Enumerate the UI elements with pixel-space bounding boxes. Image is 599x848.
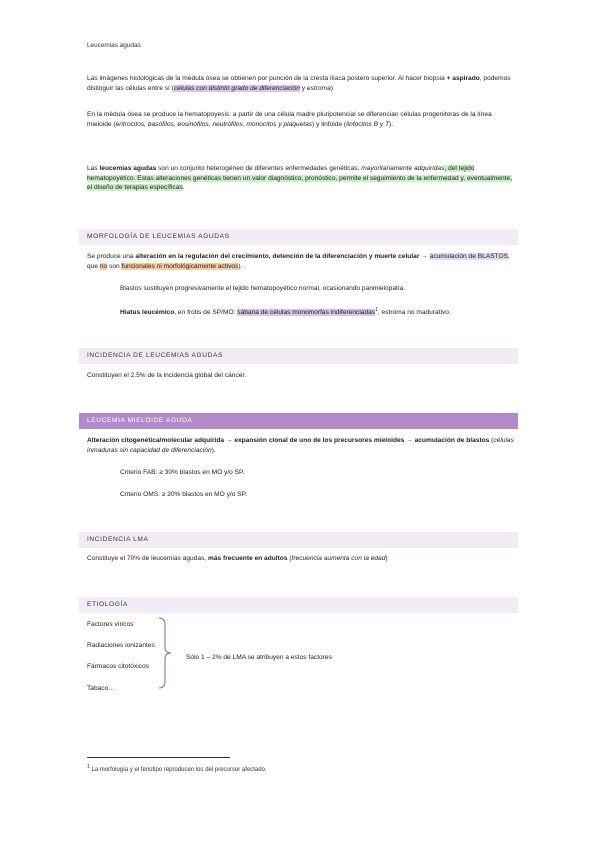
highlight-green: , del tejido hematopoyético. Estas alteraciones genéticas tienen un valor diagnóstico, pronóstico, permite el seguimiento de la enfermedad y, eventualmente, el diseño de terapias específicas (87, 165, 513, 191)
text-run: → (419, 253, 430, 260)
lma-criterio-oms: Criterio OMS: ≥ 20% blastos en MO y/o SP. (120, 491, 247, 498)
section-header-morfologia (79, 229, 518, 245)
etiologia-item: Fármacos citotóxicos (87, 663, 149, 670)
footnote-divider (87, 757, 230, 758)
highlight-lilac: acumulación de BLASTOS (429, 253, 508, 260)
intro-paragraph-3 (87, 164, 517, 193)
section-header-incidencia-lma (79, 532, 518, 548)
text-run: y (299, 84, 307, 92)
highlight-purple: células con distinto grado de diferenciación (173, 84, 300, 92)
morfologia-paragraph-1 (87, 252, 517, 271)
footnote-number: 1 (87, 764, 90, 770)
text-run: ) (330, 84, 333, 92)
text-run-italic: linfocitos B y T (346, 120, 390, 128)
text-run: ) (385, 555, 388, 562)
text-run-italic: mayoritariamente adquiridas (361, 165, 445, 172)
etiologia-item: Tabaco… (87, 685, 115, 692)
text-run: , que (87, 253, 510, 270)
footnote-text: La morfología y el fenotipo reproducen los del precursor afectado. (91, 767, 267, 773)
morfologia-paragraph-3 (120, 306, 510, 318)
curly-brace-icon (158, 617, 172, 689)
text-run: ) y linfoide ( (312, 120, 347, 128)
section-title: LEUCEMIA MIELOIDE AGUDA (87, 417, 193, 424)
incidencia-la-paragraph: Constituyen el 2.5% de la incidencia global del cáncer. (87, 372, 247, 379)
section-title: ETIOLOGÍA (87, 601, 128, 608)
section-title: INCIDENCIA LMA (87, 536, 149, 543)
text-run: , en frotis de SP/MO: (174, 309, 238, 317)
etiologia-brace-note: Sólo 1 – 2% de LMA se atribuyen a estos factores (186, 654, 332, 661)
text-run: son un conjunto heterogéneo de diferentes enfermedades genéticas, (156, 165, 362, 172)
text-run-italic: frecuencia aumenta con la edad (291, 555, 386, 562)
intro-paragraph-2 (87, 110, 517, 129)
text-run-italic: células inmaduras sin capacidad de diferenciación (87, 437, 514, 454)
text-run: Se produce una (87, 253, 136, 260)
etiologia-item: Factores víricos (87, 621, 134, 628)
text-run: ). (389, 120, 394, 128)
highlight-orange: no (99, 262, 108, 270)
incidencia-lma-paragraph (87, 554, 517, 564)
text-run: Constituye el 70% de leucemias agudas, (87, 555, 208, 562)
text-run: ( (489, 437, 494, 444)
text-run-bold: expansión clonal de uno de los precursores mieloides → acumulación de blastos (234, 437, 490, 444)
section-title: INCIDENCIA DE LEUCEMIAS AGUDAS (87, 352, 223, 359)
morfologia-paragraph-2: Blastos sustituyen progresivamente el tejido hematopoyético normal, ocasionando panmielopatía. (120, 285, 406, 292)
etiologia-item: Radiaciones ionizantes (87, 642, 155, 649)
text-run-bold: + aspirado (446, 75, 480, 82)
text-run: → (224, 437, 235, 444)
section-title: MORFOLOGÍA DE LEUCEMIAS AGUDAS (87, 233, 230, 240)
text-run-bold: Alteración citogenética/molecular adquirida (87, 437, 225, 444)
text-run: . (182, 184, 185, 191)
text-run: son (107, 262, 122, 270)
text-run-italic: eritrocitos, basófilos, eosinófilos, neutrófilos, monocitos y plaquetas (115, 120, 313, 128)
text-run-bold: leucemias agudas (99, 165, 157, 172)
text-run: , podemos distinguir las células entre sí ( (87, 75, 511, 92)
intro-paragraph-1 (87, 74, 517, 93)
text-run-bold: más frecuente en adultos (207, 555, 288, 562)
page-header: Leucemias agudas (87, 42, 141, 49)
highlight-orange: funcionales ni morfológicamente activos (121, 262, 239, 270)
text-run: ( (287, 555, 292, 562)
text-run-bold: Hiatus leucémico (120, 309, 175, 317)
text-run: ). (238, 262, 243, 270)
highlight-purple: sábana de células monomorfas indiferenciadas (237, 309, 376, 317)
text-run: ). (211, 446, 216, 454)
section-header-incidencia-la (79, 348, 518, 364)
footnote (87, 764, 267, 773)
text-run-italic: estroma (306, 84, 331, 92)
section-header-lma (79, 413, 518, 429)
text-run-bold: alteración en la regulación del crecimiento, detención de la diferenciación y muerte celular (135, 253, 420, 260)
text-run: Las imágenes histológicas de la médula ósea se obtienen por punción de la cresta ilíaca postero superior. Al hacer biopsia (87, 75, 447, 82)
lma-paragraph-1 (87, 436, 517, 455)
footnote-ref[interactable]: 1 (375, 307, 378, 313)
text-run: Las (87, 165, 100, 172)
text-run: , estroma no madurativo. (377, 309, 451, 317)
lma-criterio-fab: Criterio FAB: ≥ 30% blastos en MO y/o SP. (120, 469, 245, 476)
section-header-etiologia (79, 597, 518, 613)
text-run: En la médula ósea se produce la hematopoyesis: a partir de una célula madre pluripotencial se diferencian células progenitoras de la línea mieloide ( (87, 111, 492, 128)
